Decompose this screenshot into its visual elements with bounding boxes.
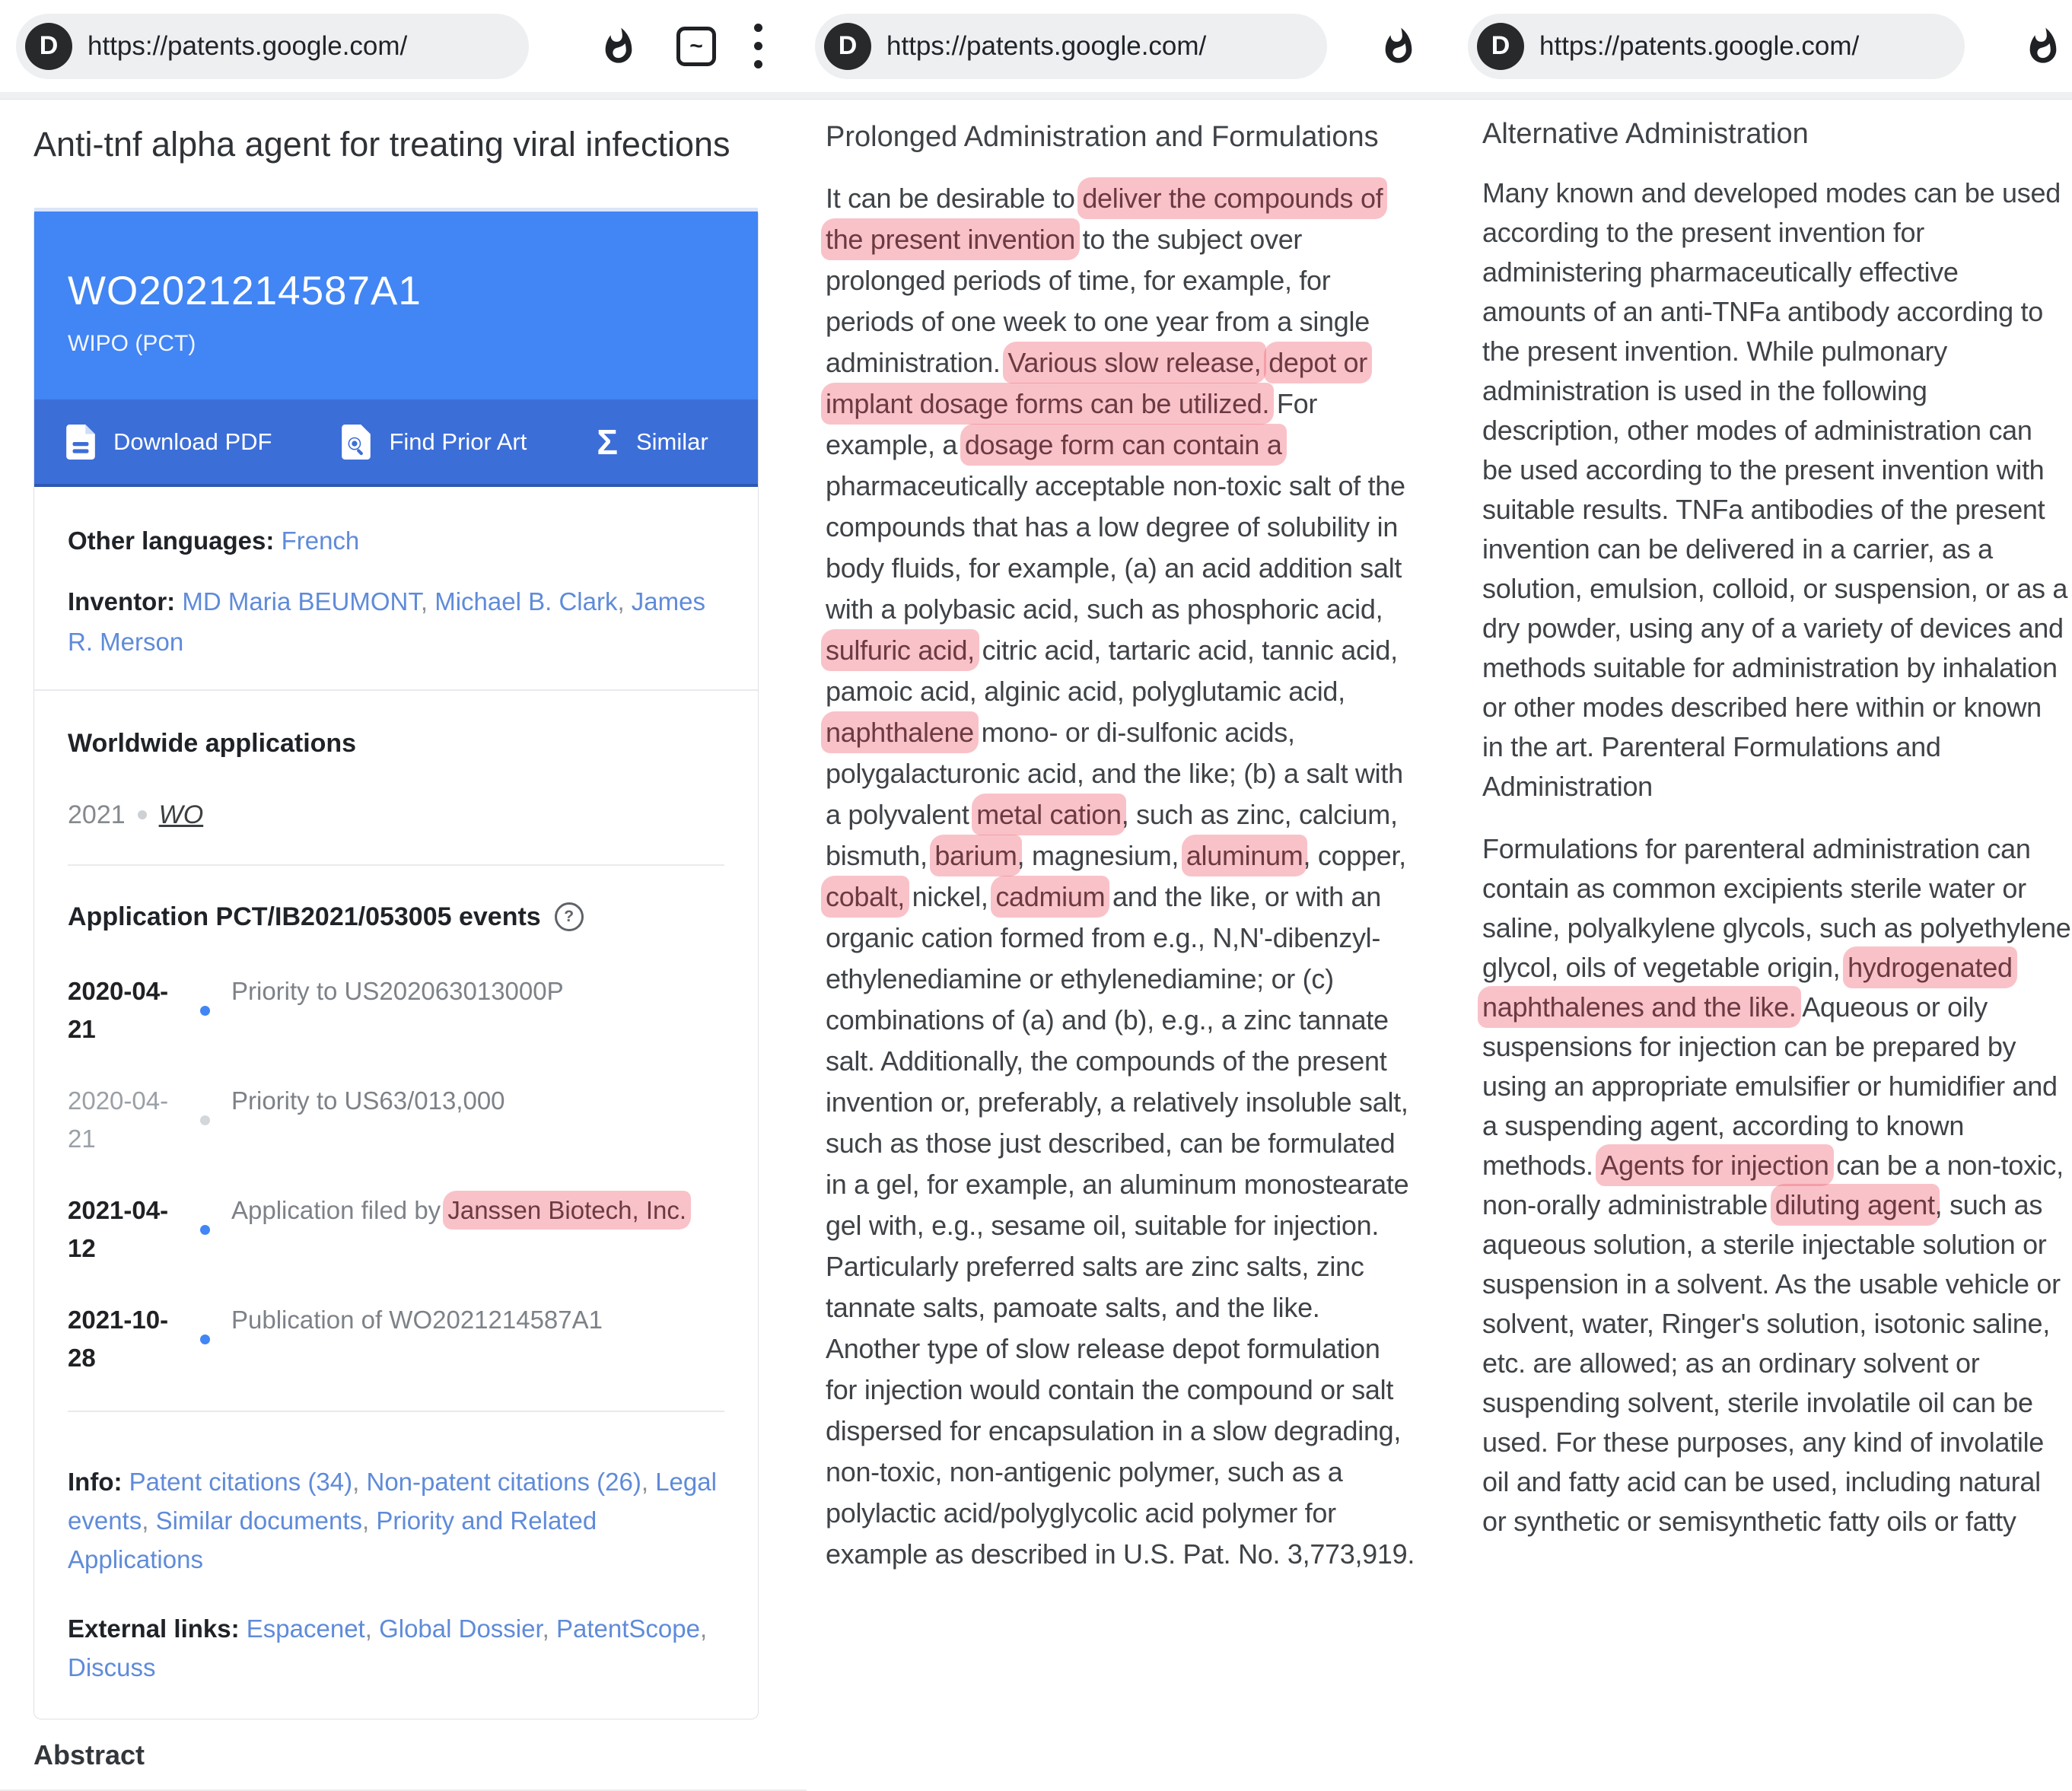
text-line bbox=[1482, 1106, 2072, 1146]
text-segment: periods of one week to one year from a single bbox=[826, 306, 1370, 337]
toolbar-icons bbox=[1379, 27, 1461, 66]
text-line bbox=[826, 1493, 1461, 1534]
text-line bbox=[1482, 1265, 2072, 1304]
text-line bbox=[1482, 1462, 2072, 1502]
text-segment: and the like, or with an bbox=[1105, 881, 1381, 912]
browser-pane-description-2 bbox=[1461, 0, 2072, 1558]
text-line bbox=[1482, 869, 2072, 908]
link[interactable]: PatentScope bbox=[556, 1614, 700, 1643]
highlighted-text: dosage form can contain a bbox=[960, 424, 1287, 466]
highlighted-text: depot or bbox=[1264, 342, 1372, 383]
text-line bbox=[826, 959, 1461, 1000]
text-segment: , copper, bbox=[1303, 840, 1406, 871]
text-segment: dispersed for encapsulation in a slow degrading, bbox=[826, 1415, 1402, 1446]
worldwide-year-row bbox=[68, 796, 724, 834]
text-line bbox=[1482, 1225, 2072, 1265]
inventor-label: Inventor: bbox=[68, 587, 176, 616]
external-links-row bbox=[68, 1609, 737, 1687]
highlighted-text: diluting agent bbox=[1771, 1184, 1940, 1226]
text-line bbox=[826, 383, 1461, 425]
text-segment: suspension in a solvent. As the usable vehicle or bbox=[1482, 1268, 2061, 1300]
flame-icon[interactable] bbox=[2023, 27, 2063, 66]
text-line bbox=[1482, 727, 2072, 767]
text-segment: such as those just described, can be formulated bbox=[826, 1128, 1396, 1159]
site-avatar: D bbox=[25, 23, 72, 70]
address-bar[interactable] bbox=[1468, 14, 1965, 79]
text-segment: Particularly preferred salts are zinc salts, zinc bbox=[826, 1251, 1364, 1282]
text-segment: Administration bbox=[1482, 771, 1653, 802]
section-heading: Alternative Administration bbox=[1482, 118, 1809, 150]
text-segment: polygalacturonic acid, and the like; (b) a salt with bbox=[826, 758, 1403, 789]
highlighted-text: cobalt, bbox=[821, 876, 909, 918]
event-text bbox=[231, 1082, 505, 1120]
text-segment: or other modes described here within or known bbox=[1482, 692, 2042, 723]
link[interactable]: Non-patent citations (26) bbox=[366, 1468, 641, 1496]
text-line bbox=[1482, 371, 2072, 411]
text-line bbox=[826, 835, 1461, 876]
text-segment: administration. bbox=[826, 347, 1008, 378]
other-language-link[interactable]: French bbox=[281, 526, 360, 555]
text-segment: glycol, oils of vegetable origin, bbox=[1482, 952, 1848, 983]
link-separator: , bbox=[542, 1614, 557, 1643]
text-segment: Aqueous or oily bbox=[1796, 991, 1988, 1023]
link[interactable]: James R. Merson bbox=[68, 587, 705, 656]
text-line bbox=[1482, 908, 2072, 948]
event-text bbox=[231, 1301, 603, 1339]
patent-card-body bbox=[34, 487, 758, 1719]
link[interactable]: Espacenet bbox=[246, 1614, 365, 1643]
download-pdf-label: Download PDF bbox=[113, 428, 272, 455]
text-segment: pamoic acid, alginic acid, polyglutamic acid, bbox=[826, 676, 1345, 707]
patent-card bbox=[33, 208, 759, 1719]
text-line bbox=[1482, 332, 2072, 371]
text-segment: Publication of WO2021214587A1 bbox=[231, 1306, 603, 1334]
download-pdf-button[interactable] bbox=[66, 425, 272, 460]
text-segment: using an appropriate emulsifier or humidifier and bbox=[1482, 1070, 2058, 1102]
text-segment: Priority to US202063013000P bbox=[231, 977, 564, 1005]
text-line bbox=[1482, 450, 2072, 490]
patent-title: Anti-tnf alpha agent for treating viral infections bbox=[33, 125, 730, 164]
url-text[interactable]: https://patents.google.com/ bbox=[1539, 30, 1860, 61]
event-date: 2020-04-21 bbox=[68, 1086, 169, 1153]
text-segment: for injection would contain the compound or salt bbox=[826, 1374, 1394, 1405]
text-segment: body fluids, for example, (a) an acid addition salt bbox=[826, 552, 1402, 584]
highlighted-text: Agents for injection bbox=[1596, 1144, 1833, 1186]
highlighted-text: hydrogenated bbox=[1843, 946, 2017, 988]
text-segment: a polyvalent bbox=[826, 799, 977, 830]
browser-pane-patent-overview bbox=[0, 0, 807, 1770]
text-line bbox=[1482, 829, 2072, 869]
highlighted-text: naphthalene bbox=[821, 711, 979, 753]
text-line bbox=[826, 1205, 1461, 1246]
highlighted-text: deliver the compounds of bbox=[1077, 177, 1387, 219]
patent-text-block bbox=[1461, 829, 2072, 1541]
event-text bbox=[231, 1191, 686, 1230]
highlighted-text: aluminum bbox=[1182, 835, 1308, 876]
link-separator: , bbox=[352, 1468, 367, 1496]
sigma-icon: Σ bbox=[597, 422, 618, 462]
text-line bbox=[1482, 948, 2072, 988]
patent-action-bar bbox=[34, 399, 758, 487]
text-line bbox=[1482, 1423, 2072, 1462]
worldwide-applications-heading: Worldwide applications bbox=[68, 729, 357, 758]
text-segment: contain as common excipients sterile water or bbox=[1482, 873, 2026, 904]
event-bullet-icon bbox=[200, 1006, 210, 1016]
divider bbox=[68, 1411, 724, 1412]
link-separator: , bbox=[617, 587, 632, 616]
text-segment: tannate salts, pamoate salts, and the like. bbox=[826, 1292, 1320, 1323]
text-line bbox=[826, 876, 1461, 918]
text-line bbox=[826, 1246, 1461, 1287]
link[interactable]: Similar documents bbox=[155, 1506, 363, 1535]
event-bullet-icon bbox=[200, 1115, 210, 1125]
application-events-list bbox=[68, 972, 724, 1377]
text-segment: Formulations for parenteral administration can bbox=[1482, 833, 2031, 864]
text-segment: Many known and developed modes can be used bbox=[1482, 177, 2061, 208]
text-segment: , magnesium, bbox=[1017, 840, 1186, 871]
event-date: 2021-10-28 bbox=[68, 1306, 169, 1372]
text-line bbox=[826, 507, 1461, 548]
text-line bbox=[826, 794, 1461, 835]
info-label: Info: bbox=[68, 1468, 123, 1496]
text-line bbox=[826, 1041, 1461, 1082]
info-row bbox=[68, 1462, 737, 1579]
toolbar-icons bbox=[599, 24, 807, 68]
link-separator: , bbox=[700, 1614, 708, 1643]
worldwide-year: 2021 bbox=[68, 800, 126, 829]
text-line bbox=[1482, 253, 2072, 292]
flame-icon[interactable] bbox=[599, 27, 638, 66]
text-segment: ethylenediamine or ethylenediamine; or (c) bbox=[826, 963, 1334, 994]
browser-toolbar bbox=[0, 0, 807, 92]
text-line bbox=[826, 1082, 1461, 1123]
divider bbox=[68, 864, 724, 866]
link[interactable]: Michael B. Clark bbox=[434, 587, 618, 616]
text-segment: solvent, water, Ringer's solution, isotonic saline, bbox=[1482, 1308, 2050, 1339]
inventor-row bbox=[68, 581, 737, 662]
text-segment: etc. are allowed; as an ordinary solvent or bbox=[1482, 1347, 1980, 1379]
browser-toolbar bbox=[807, 0, 1461, 92]
patent-card-header bbox=[34, 208, 758, 399]
text-segment: Application filed by bbox=[231, 1196, 448, 1224]
text-line bbox=[826, 219, 1461, 260]
patent-overview-content bbox=[0, 122, 807, 1791]
text-line bbox=[1482, 988, 2072, 1027]
link-separator: , bbox=[362, 1506, 377, 1535]
text-segment: with a polybasic acid, such as phosphoric acid, bbox=[826, 593, 1383, 625]
text-segment: methods suitable for administration by inhalation bbox=[1482, 652, 2058, 683]
section-heading: Prolonged Administration and Formulations bbox=[826, 121, 1379, 153]
text-line bbox=[826, 1534, 1461, 1575]
address-bar[interactable] bbox=[16, 14, 529, 79]
text-line bbox=[826, 342, 1461, 383]
text-line bbox=[1482, 1304, 2072, 1344]
text-segment: , such as bbox=[1934, 1189, 2043, 1220]
text-segment: salt. Additionally, the compounds of the present bbox=[826, 1045, 1387, 1077]
text-segment: solution, emulsion, colloid, or suspension, or as a bbox=[1482, 573, 2068, 604]
text-line bbox=[1482, 688, 2072, 727]
event-date: 2020-04-21 bbox=[68, 977, 169, 1043]
url-text[interactable]: https://patents.google.com/ bbox=[886, 30, 1207, 61]
text-line bbox=[826, 1328, 1461, 1369]
event-row bbox=[68, 972, 724, 1048]
text-line bbox=[826, 301, 1461, 342]
text-line bbox=[1482, 292, 2072, 332]
event-row bbox=[68, 1191, 724, 1268]
text-segment: gel with, e.g., sesame oil, suitable for injection. bbox=[826, 1210, 1380, 1241]
text-segment: methods. bbox=[1482, 1150, 1601, 1181]
find-prior-art-button[interactable] bbox=[342, 425, 527, 460]
text-line bbox=[1482, 411, 2072, 450]
text-segment: mono- or di-sulfonic acids, bbox=[973, 717, 1295, 748]
text-segment: according to the present invention for bbox=[1482, 217, 1924, 248]
toolbar-icons bbox=[2023, 27, 2072, 66]
highlighted-text: metal cation bbox=[972, 794, 1126, 835]
similar-label: Similar bbox=[635, 428, 708, 455]
text-segment: For bbox=[1269, 388, 1318, 419]
text-line bbox=[826, 1287, 1461, 1328]
highlighted-text: Various slow release, bbox=[1003, 342, 1265, 383]
text-segment: saline, polyalkylene glycols, such as polyethylene bbox=[1482, 912, 2071, 943]
link[interactable]: Priority and Related Applications bbox=[68, 1506, 597, 1573]
text-line bbox=[1482, 1502, 2072, 1541]
text-line bbox=[1482, 609, 2072, 648]
text-segment: compounds that has a low degree of solubility in bbox=[826, 511, 1399, 542]
text-line bbox=[826, 548, 1461, 589]
tab-switcher-icon[interactable]: ~ bbox=[676, 27, 716, 66]
text-segment: organic cation formed from e.g., N,N'-dibenzyl- bbox=[826, 922, 1381, 953]
text-segment: description, other modes of administration can bbox=[1482, 415, 2032, 446]
link[interactable]: MD Maria BEUMONT bbox=[182, 587, 421, 616]
text-segment: or synthetic or semisynthetic fatty oils or fatty bbox=[1482, 1506, 2016, 1537]
text-segment: to the subject over bbox=[1074, 224, 1303, 255]
text-segment: used. For these purposes, any kind of involatile bbox=[1482, 1427, 2045, 1458]
highlighted-text: the present invention bbox=[821, 218, 1080, 260]
text-segment: , such as zinc, calcium, bbox=[1121, 799, 1398, 830]
text-segment: bismuth, bbox=[826, 840, 935, 871]
text-segment: a suspending agent, according to known bbox=[1482, 1110, 1965, 1141]
text-line bbox=[1482, 490, 2072, 530]
text-segment: dry powder, using any of a variety of devices and bbox=[1482, 612, 2064, 644]
text-line bbox=[826, 1164, 1461, 1205]
text-segment: It can be desirable to bbox=[826, 183, 1083, 214]
text-segment: non-toxic, non-antigenic polymer, such as a bbox=[826, 1456, 1343, 1487]
event-bullet-icon bbox=[200, 1335, 210, 1344]
text-segment: administration is used in the following bbox=[1482, 375, 1927, 406]
info-links bbox=[68, 1468, 717, 1573]
menu-icon[interactable] bbox=[754, 24, 762, 68]
text-line bbox=[826, 630, 1461, 671]
text-line bbox=[826, 671, 1461, 712]
text-segment: invention can be delivered in a carrier, as a bbox=[1482, 533, 1993, 565]
divider bbox=[34, 689, 758, 691]
worldwide-wo-link[interactable]: WO bbox=[158, 800, 204, 829]
text-line bbox=[826, 1452, 1461, 1493]
dot-separator bbox=[138, 810, 147, 819]
event-date: 2021-04-12 bbox=[68, 1196, 169, 1262]
text-line bbox=[826, 1000, 1461, 1041]
link[interactable]: Patent citations (34) bbox=[129, 1468, 353, 1496]
highlighted-text: sulfuric acid, bbox=[821, 629, 979, 671]
text-segment: citric acid, tartaric acid, tannic acid, bbox=[974, 635, 1398, 666]
text-segment: prolonged periods of time, for example, for bbox=[826, 265, 1331, 296]
external-links-label: External links: bbox=[68, 1614, 240, 1643]
flame-icon[interactable] bbox=[1379, 27, 1418, 66]
link-separator: , bbox=[641, 1468, 656, 1496]
other-languages-row bbox=[68, 522, 724, 560]
event-row bbox=[68, 1082, 724, 1158]
prior-art-icon bbox=[342, 425, 371, 460]
text-segment: amounts of an anti-TNFa antibody according to bbox=[1482, 296, 2043, 327]
text-segment: polylactic acid/polyglycolic acid polymer for bbox=[826, 1497, 1336, 1529]
text-segment: aqueous solution, a sterile injectable solution or bbox=[1482, 1229, 2047, 1260]
text-line bbox=[1482, 1344, 2072, 1383]
publication-number: WO2021214587A1 bbox=[68, 269, 422, 313]
text-line bbox=[826, 753, 1461, 794]
other-languages-label: Other languages: bbox=[68, 526, 275, 555]
text-segment: administering pharmaceutically effective bbox=[1482, 256, 1959, 288]
text-line bbox=[826, 1411, 1461, 1452]
highlighted-text: cadmium bbox=[991, 876, 1109, 918]
text-segment: oil and fatty acid can be used, including natural bbox=[1482, 1466, 2041, 1497]
text-line bbox=[1482, 1027, 2072, 1067]
event-bullet-icon bbox=[200, 1225, 210, 1235]
text-segment: can be a non-toxic, bbox=[1829, 1150, 2064, 1181]
text-line bbox=[826, 425, 1461, 466]
text-line bbox=[826, 712, 1461, 753]
text-line bbox=[1482, 1067, 2072, 1106]
text-segment: suitable results. TNFa antibodies of the present bbox=[1482, 494, 2045, 525]
text-segment: in a gel, for example, an aluminum monostearate bbox=[826, 1169, 1409, 1200]
text-segment: the present invention. While pulmonary bbox=[1482, 336, 1947, 367]
text-line bbox=[1482, 213, 2072, 253]
link[interactable]: Discuss bbox=[68, 1653, 156, 1681]
toolbar-divider bbox=[807, 92, 1461, 100]
text-segment: invention or, preferably, a relatively insoluble salt, bbox=[826, 1086, 1408, 1118]
text-segment: example, a bbox=[826, 429, 965, 460]
browser-pane-description-1 bbox=[807, 0, 1461, 1570]
text-line bbox=[1482, 1383, 2072, 1423]
similar-button[interactable] bbox=[597, 422, 708, 462]
text-segment: nickel, bbox=[904, 881, 996, 912]
text-line bbox=[1482, 1146, 2072, 1185]
text-line bbox=[1482, 767, 2072, 806]
application-events-heading-row bbox=[68, 898, 724, 936]
text-segment: suspending solvent, sterile involatile oil can be bbox=[1482, 1387, 2033, 1418]
event-text bbox=[231, 972, 564, 1010]
patent-text-block bbox=[1461, 173, 2072, 806]
text-segment: suspensions for injection can be prepared by bbox=[1482, 1031, 2016, 1062]
text-line bbox=[1482, 530, 2072, 569]
site-avatar: D bbox=[1477, 23, 1524, 70]
application-events-heading: Application PCT/IB2021/053005 events bbox=[68, 902, 541, 931]
document-icon bbox=[66, 425, 95, 460]
text-line bbox=[1482, 1185, 2072, 1225]
highlighted-text: naphthalenes and the like. bbox=[1478, 986, 1801, 1028]
help-icon[interactable]: ? bbox=[555, 902, 584, 931]
text-segment: pharmaceutically acceptable non-toxic salt of the bbox=[826, 470, 1405, 501]
highlighted-text: Janssen Biotech, Inc. bbox=[443, 1191, 691, 1230]
find-prior-art-label: Find Prior Art bbox=[389, 428, 527, 455]
text-segment: non-orally administrable bbox=[1482, 1189, 1775, 1220]
text-segment: Priority to US63/013,000 bbox=[231, 1086, 505, 1115]
text-line bbox=[826, 466, 1461, 507]
address-bar[interactable] bbox=[815, 14, 1327, 79]
text-segment: in the art. Parenteral Formulations and bbox=[1482, 731, 1941, 762]
text-line bbox=[1482, 173, 2072, 213]
text-line bbox=[826, 589, 1461, 630]
patent-text-block bbox=[807, 178, 1461, 1575]
text-line bbox=[826, 178, 1461, 219]
site-avatar: D bbox=[824, 23, 871, 70]
text-segment: combinations of (a) and (b), e.g., a zinc tannate bbox=[826, 1004, 1389, 1035]
text-segment: Another type of slow release depot formulation bbox=[826, 1333, 1380, 1364]
link[interactable]: Legal events bbox=[68, 1468, 717, 1535]
text-line bbox=[826, 260, 1461, 301]
text-line bbox=[826, 1123, 1461, 1164]
text-segment: be used according to the present invention with bbox=[1482, 454, 2045, 485]
abstract-heading: Abstract bbox=[33, 1739, 145, 1770]
text-line bbox=[826, 918, 1461, 959]
browser-toolbar bbox=[1461, 0, 2072, 92]
text-line bbox=[1482, 569, 2072, 609]
link-separator: , bbox=[142, 1506, 156, 1535]
highlighted-text: implant dosage forms can be utilized. bbox=[821, 383, 1274, 425]
text-segment: example as described in U.S. Pat. No. 3,773,919. bbox=[826, 1538, 1415, 1570]
url-text[interactable]: https://patents.google.com/ bbox=[88, 30, 408, 61]
toolbar-divider bbox=[0, 92, 807, 100]
toolbar-divider bbox=[1461, 92, 2072, 100]
link-separator: , bbox=[420, 587, 435, 616]
highlighted-text: barium bbox=[930, 835, 1021, 876]
link-separator: , bbox=[364, 1614, 380, 1643]
link[interactable]: Global Dossier bbox=[379, 1614, 543, 1643]
text-line bbox=[826, 1369, 1461, 1411]
patent-office: WIPO (PCT) bbox=[68, 331, 196, 356]
event-row bbox=[68, 1301, 724, 1377]
text-line bbox=[1482, 648, 2072, 688]
